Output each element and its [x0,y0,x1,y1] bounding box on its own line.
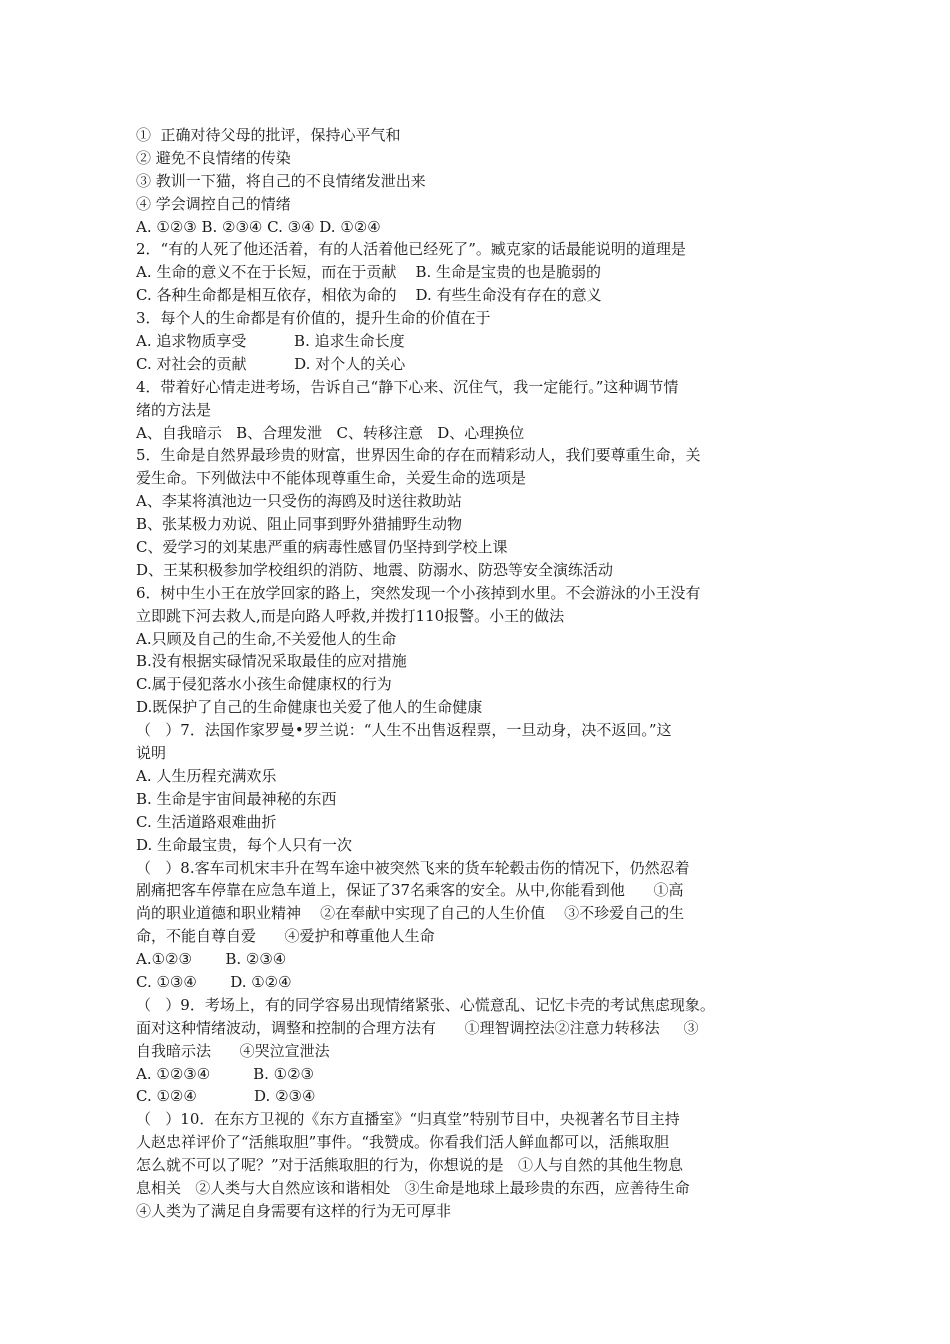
text-line: A、自我暗示 B、合理发泄 C、转移注意 D、心理换位 [136,423,525,442]
text-line: D. 生命最宝贵，每个人只有一次 [136,835,353,854]
text-line: 说明 [136,744,167,763]
text-line: （ ）7．法国作家罗曼•罗兰说：“人生不出售返程票，一旦动身，决不返回。”这 [136,721,672,740]
text-line: A. 追求物质享受 B. 追求生命长度 [136,332,405,351]
text-line: （ ）9．考场上，有的同学容易出现情绪紧张、心慌意乱、记忆卡壳的考试焦虑现象。 [136,995,715,1014]
text-line: D、王某积极参加学校组织的消防、地震、防溺水、防恐等安全演练活动 [136,560,614,579]
text-line: ④人类为了满足自身需要有这样的行为无可厚非 [136,1201,452,1220]
text-line: C. 对社会的贡献 D. 对个人的关心 [136,354,406,373]
text-line: 尚的职业道德和职业精神 ②在奉献中实现了自己的人生价值 ③不珍爱自己的生 [136,904,685,923]
text-line: C.属于侵犯落水小孩生命健康权的行为 [136,675,392,694]
text-line: ④ 学会调控自己的情绪 [136,194,291,213]
document-body [136,124,796,1223]
text-line: 6．树中生小王在放学回家的路上，突然发现一个小孩掉到水里。不会游泳的小王没有 [136,583,701,602]
text-line: （ ）10．在东方卫视的《东方直播室》“归真堂”特别节目中，央视著名节目主持 [136,1110,680,1129]
text-line: C. ①②④ D. ②③④ [136,1087,316,1106]
text-line: B.没有根据实碌情况采取最佳的应对措施 [136,652,407,671]
text-line: 怎么就不可以了呢？”对于活熊取胆的行为，你想说的是 ①人与自然的其他生物息 [136,1156,683,1175]
text-line: A. ①②③ B. ②③④ C. ③④ D. ①②④ [136,217,381,236]
text-line: C. 各种生命都是相互依存，相依为命的 D. 有些生命没有存在的意义 [136,286,602,305]
text-line: 命，不能自尊自爱 ④爱护和尊重他人生命 [136,927,435,946]
text-line: 绪的方法是 [136,400,212,419]
text-line: B、张某极力劝说、阻止同事到野外猎捕野生动物 [136,515,463,534]
text-line: ② 避免不良情绪的传染 [136,148,291,167]
text-line: A.只顾及自己的生命,不关爱他人的生命 [136,629,397,648]
text-line: 人赵忠祥评价了“活熊取胆”事件。“我赞成。你看我们活人鲜血都可以，活熊取胆 [136,1133,670,1152]
text-line: 爱生命。下列做法中不能体现尊重生命，关爱生命的选项是 [136,469,527,488]
text-line: C. ①③④ D. ①②④ [136,972,292,991]
text-line: 剧痛把客车停靠在应急车道上，保证了37名乘客的安全。从中,你能看到他 ①高 [136,881,684,900]
text-line: C. 生活道路艰难曲折 [136,812,277,831]
text-line: 息相关 ②人类与大自然应该和谐相处 ③生命是地球上最珍贵的东西，应善待生命 [136,1178,690,1197]
text-line: （ ）8.客车司机宋丰升在驾车途中被突然飞来的货车轮毂击伤的情况下，仍然忍着 [136,858,690,877]
text-line: 2．“有的人死了他还活着，有的人活着他已经死了”。臧克家的话最能说明的道理是 [136,240,686,259]
text-line: 面对这种情绪波动，调整和控制的合理方法有 ①理智调控法②注意力转移法 ③ [136,1018,699,1037]
text-line: ① 正确对待父母的批评，保持心平气和 [136,126,401,144]
text-line: 5．生命是自然界最珍贵的财富，世界因生命的存在而精彩动人，我们要尊重生命，关 [136,446,701,465]
text-line: A. 生命的意义不在于长短，而在于贡献 B. 生命是宝贵的也是脆弱的 [136,263,602,282]
text-line: 自我暗示法 ④哭泣宣泄法 [136,1041,330,1060]
text-line: 3．每个人的生命都是有价值的，提升生命的价值在于 [136,309,491,328]
text-line: ③ 教训一下猫，将自己的不良情绪发泄出来 [136,171,426,190]
text-line: A. ①②③④ B. ①②③ [136,1064,314,1083]
text-line: A、李某将滇池边一只受伤的海鸥及时送往救助站 [136,492,462,511]
text-line: 4．带着好心情走进考场，告诉自己“静下心来、沉住气，我一定能行。”这种调节情 [136,377,679,396]
text-line: B. 生命是宇宙间最神秘的东西 [136,789,337,808]
text-line: D.既保护了自己的生命健康也关爱了他人的生命健康 [136,698,483,717]
text-line: A. 人生历程充满欢乐 [136,766,277,785]
text-line: C、爱学习的刘某患严重的病毒性感冒仍坚持到学校上课 [136,538,508,557]
text-line: 立即跳下河去救人,而是向路人呼救,并拨打110报警。小王的做法 [136,606,565,625]
text-line: A.①②③ B. ②③④ [136,950,287,969]
